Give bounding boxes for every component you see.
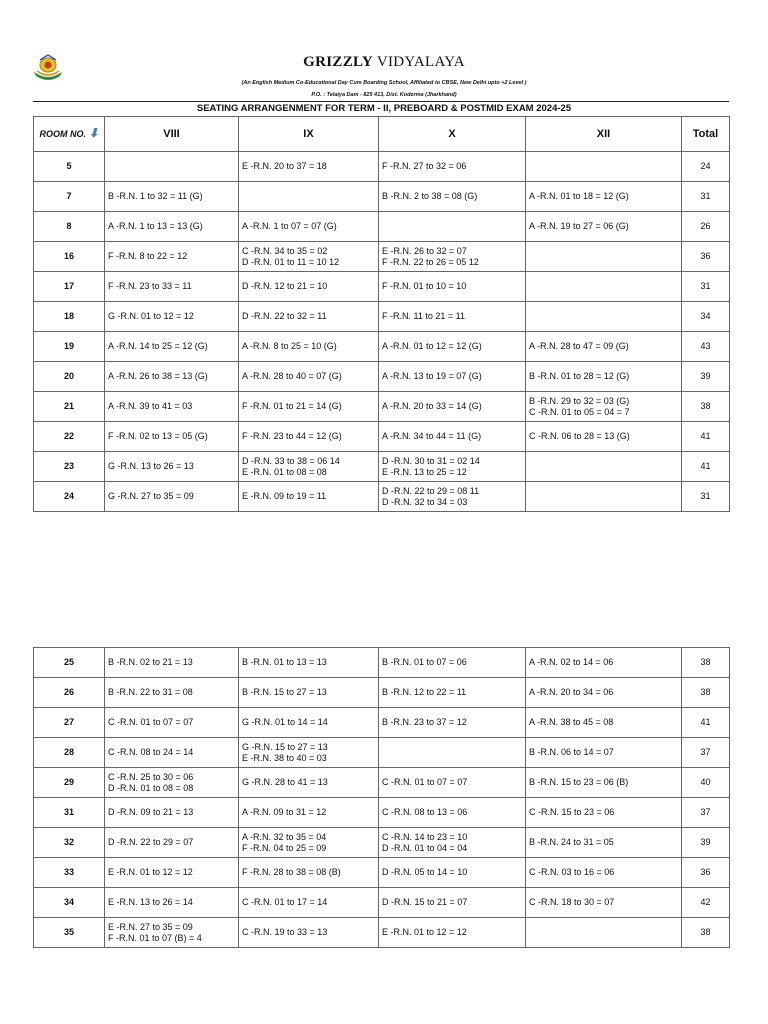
table-row (34, 182, 730, 212)
roll-range: F -R.N. 22 to 26 = 05 12 (382, 256, 479, 267)
cell-class-x (379, 272, 526, 302)
cell-class-viii (105, 738, 239, 768)
cell-class-x (379, 242, 526, 272)
cell-class-xii (526, 362, 682, 392)
roll-range: F -R.N. 02 to 13 = 05 (G) (108, 431, 208, 441)
cell-class-x (379, 182, 526, 212)
header-class-xii: XII (526, 117, 682, 152)
roll-range: A -R.N. 34 to 44 = 11 (G) (382, 431, 482, 441)
room-total: 38 (682, 648, 730, 678)
roll-range: C -R.N. 15 to 23 = 06 (529, 807, 615, 817)
room-number: 32 (34, 828, 105, 858)
room-total: 24 (682, 152, 730, 182)
table-row (34, 392, 730, 422)
roll-range: E -R.N. 09 to 19 = 11 (242, 491, 327, 501)
roll-range: C -R.N. 01 to 17 = 14 (242, 897, 328, 907)
roll-range: D -R.N. 33 to 38 = 06 14 (242, 455, 340, 466)
room-number: 16 (34, 242, 105, 272)
roll-range: A -R.N. 28 to 40 = 07 (G) (242, 371, 342, 381)
roll-range: A -R.N. 1 to 13 = 13 (G) (108, 221, 203, 231)
room-number: 35 (34, 918, 105, 948)
roll-range: A -R.N. 8 to 25 = 10 (G) (242, 341, 337, 351)
cell-class-ix (239, 302, 379, 332)
roll-range: G -R.N. 01 to 14 = 14 (242, 717, 328, 727)
cell-class-x (379, 768, 526, 798)
room-total: 37 (682, 738, 730, 768)
cell-class-xii (526, 392, 682, 422)
roll-range: A -R.N. 01 to 18 = 12 (G) (529, 191, 629, 201)
school-name-rest: VIDYALAYA (376, 54, 465, 70)
cell-class-xii (526, 918, 682, 948)
cell-class-ix (239, 888, 379, 918)
cell-class-xii (526, 708, 682, 738)
room-number: 21 (34, 392, 105, 422)
cell-class-viii (105, 212, 239, 242)
roll-range: B -R.N. 12 to 22 = 11 (382, 687, 467, 697)
table-row (34, 738, 730, 768)
roll-range: A -R.N. 1 to 07 = 07 (G) (242, 221, 337, 231)
room-total: 41 (682, 708, 730, 738)
seating-table-2 (33, 647, 730, 948)
table-row (34, 768, 730, 798)
cell-class-xii (526, 152, 682, 182)
cell-class-x (379, 888, 526, 918)
cell-class-ix (239, 828, 379, 858)
cell-class-viii (105, 422, 239, 452)
cell-class-viii (105, 708, 239, 738)
cell-class-viii (105, 392, 239, 422)
cell-class-viii (105, 302, 239, 332)
roll-range: B -R.N. 01 to 13 = 13 (242, 657, 327, 667)
cell-class-viii (105, 332, 239, 362)
roll-range: A -R.N. 01 to 12 = 12 (G) (382, 341, 482, 351)
header-room-no: ROOM NO. ⬇ (34, 117, 105, 152)
table-row (34, 708, 730, 738)
cell-class-ix (239, 798, 379, 828)
cell-class-viii (105, 362, 239, 392)
roll-range: A -R.N. 20 to 34 = 06 (529, 687, 614, 697)
roll-range: E -R.N. 13 to 26 = 14 (108, 897, 193, 907)
cell-class-x (379, 918, 526, 948)
roll-range: G -R.N. 01 to 12 = 12 (108, 311, 194, 321)
cell-class-xii (526, 648, 682, 678)
room-number: 17 (34, 272, 105, 302)
roll-range: D -R.N. 22 to 29 = 08 11 (382, 485, 480, 496)
cell-class-viii (105, 768, 239, 798)
room-number: 19 (34, 332, 105, 362)
table-row (34, 482, 730, 512)
cell-class-ix (239, 272, 379, 302)
header-class-x: X (379, 117, 526, 152)
cell-class-ix (239, 768, 379, 798)
room-total: 36 (682, 242, 730, 272)
header-divider (33, 101, 729, 102)
roll-range: C -R.N. 34 to 35 = 02 (242, 245, 328, 256)
room-total: 38 (682, 392, 730, 422)
table-2-body (34, 648, 730, 948)
arrow-down-icon: ⬇ (88, 126, 99, 140)
table-row (34, 918, 730, 948)
table-row (34, 858, 730, 888)
roll-range: A -R.N. 28 to 47 = 09 (G) (529, 341, 629, 351)
room-number: 5 (34, 152, 105, 182)
roll-range: A -R.N. 39 to 41 = 03 (108, 401, 193, 411)
roll-range: C -R.N. 08 to 24 = 14 (108, 747, 194, 757)
header-total: Total (682, 117, 730, 152)
cell-class-viii (105, 452, 239, 482)
cell-class-x (379, 212, 526, 242)
roll-range: A -R.N. 14 to 25 = 12 (G) (108, 341, 208, 351)
cell-class-ix (239, 212, 379, 242)
roll-range: A -R.N. 13 to 19 = 07 (G) (382, 371, 482, 381)
exam-title: SEATING ARRANGENMENT FOR TERM - II, PREBOARD & POSTMID EXAM 2024-25 (196, 103, 572, 114)
room-total: 31 (682, 272, 730, 302)
table-row (34, 302, 730, 332)
table-row (34, 678, 730, 708)
roll-range: A -R.N. 02 to 14 = 06 (529, 657, 614, 667)
room-total: 31 (682, 482, 730, 512)
room-number: 28 (34, 738, 105, 768)
cell-class-xii (526, 858, 682, 888)
roll-range: F -R.N. 23 to 33 = 11 (108, 281, 192, 291)
school-address: P.O. : Telaiya Dam - 825 413, Dist. Koderma (Jharkhand) (311, 92, 457, 98)
roll-range: A -R.N. 19 to 27 = 06 (G) (529, 221, 629, 231)
roll-range: C -R.N. 25 to 30 = 06 (108, 771, 194, 782)
room-total: 39 (682, 362, 730, 392)
cell-class-xii (526, 182, 682, 212)
cell-class-ix (239, 738, 379, 768)
roll-range: G -R.N. 15 to 27 = 13 (242, 741, 328, 752)
room-number: 31 (34, 798, 105, 828)
cell-class-x (379, 828, 526, 858)
school-name (0, 54, 768, 71)
cell-class-viii (105, 858, 239, 888)
cell-class-x (379, 422, 526, 452)
cell-class-ix (239, 152, 379, 182)
table-row (34, 828, 730, 858)
room-number: 29 (34, 768, 105, 798)
roll-range: A -R.N. 38 to 45 = 08 (529, 717, 614, 727)
roll-range: F -R.N. 01 to 10 = 10 (382, 281, 467, 291)
cell-class-ix (239, 452, 379, 482)
room-total: 42 (682, 888, 730, 918)
table-row (34, 648, 730, 678)
table-row (34, 798, 730, 828)
cell-class-xii (526, 828, 682, 858)
cell-class-xii (526, 888, 682, 918)
roll-range: B -R.N. 01 to 07 = 06 (382, 657, 467, 667)
seating-table-1 (33, 116, 730, 512)
header-class-ix: IX (239, 117, 379, 152)
room-number: 26 (34, 678, 105, 708)
roll-range: D -R.N. 09 to 21 = 13 (108, 807, 194, 817)
cell-class-xii (526, 452, 682, 482)
roll-range: F -R.N. 8 to 22 = 12 (108, 251, 188, 261)
roll-range: D -R.N. 01 to 04 = 04 (382, 842, 468, 853)
roll-range: C -R.N. 19 to 33 = 13 (242, 927, 328, 937)
cell-class-x (379, 738, 526, 768)
cell-class-viii (105, 272, 239, 302)
room-total: 40 (682, 768, 730, 798)
roll-range: B -R.N. 06 to 14 = 07 (529, 747, 614, 757)
room-number: 7 (34, 182, 105, 212)
roll-range: F -R.N. 01 to 07 (B) = 4 (108, 932, 202, 943)
cell-class-x (379, 302, 526, 332)
cell-class-viii (105, 152, 239, 182)
cell-class-viii (105, 648, 239, 678)
roll-range: C -R.N. 06 to 28 = 13 (G) (529, 431, 630, 441)
cell-class-x (379, 648, 526, 678)
cell-class-xii (526, 212, 682, 242)
table-row (34, 452, 730, 482)
roll-range: B -R.N. 22 to 31 = 08 (108, 687, 193, 697)
roll-range: F -R.N. 01 to 21 = 14 (G) (242, 401, 342, 411)
table-row (34, 242, 730, 272)
cell-class-xii (526, 272, 682, 302)
roll-range: C -R.N. 01 to 07 = 07 (108, 717, 194, 727)
cell-class-ix (239, 392, 379, 422)
table-row (34, 212, 730, 242)
roll-range: G -R.N. 13 to 26 = 13 (108, 461, 194, 471)
cell-class-ix (239, 918, 379, 948)
cell-class-x (379, 362, 526, 392)
cell-class-x (379, 482, 526, 512)
table-header-row (34, 117, 730, 152)
roll-range: C -R.N. 01 to 05 = 04 = 7 (529, 406, 630, 417)
room-total: 38 (682, 678, 730, 708)
cell-class-x (379, 678, 526, 708)
cell-class-viii (105, 678, 239, 708)
room-number: 20 (34, 362, 105, 392)
table-row (34, 362, 730, 392)
roll-range: B -R.N. 15 to 23 = 06 (B) (529, 777, 629, 787)
room-total: 43 (682, 332, 730, 362)
roll-range: C -R.N. 03 to 16 = 06 (529, 867, 615, 877)
roll-range: B -R.N. 15 to 27 = 13 (242, 687, 327, 697)
roll-range: B -R.N. 24 to 31 = 05 (529, 837, 614, 847)
roll-range: F -R.N. 28 to 38 = 08 (B) (242, 867, 341, 877)
roll-range: E -R.N. 01 to 12 = 12 (382, 927, 467, 937)
room-number: 27 (34, 708, 105, 738)
roll-range: E -R.N. 38 to 40 = 03 (242, 752, 327, 763)
roll-range: E -R.N. 20 to 37 = 18 (242, 161, 327, 171)
cell-class-x (379, 152, 526, 182)
cell-class-viii (105, 242, 239, 272)
roll-range: B -R.N. 29 to 32 = 03 (G) (529, 395, 630, 406)
header-class-viii: VIII (105, 117, 239, 152)
cell-class-xii (526, 768, 682, 798)
roll-range: C -R.N. 01 to 07 = 07 (382, 777, 468, 787)
cell-class-viii (105, 828, 239, 858)
cell-class-ix (239, 482, 379, 512)
table-row (34, 152, 730, 182)
roll-range: D -R.N. 01 to 11 = 10 12 (242, 256, 340, 267)
cell-class-xii (526, 242, 682, 272)
room-total: 38 (682, 918, 730, 948)
room-number: 34 (34, 888, 105, 918)
roll-range: A -R.N. 26 to 38 = 13 (G) (108, 371, 208, 381)
room-total: 39 (682, 828, 730, 858)
roll-range: G -R.N. 27 to 35 = 09 (108, 491, 194, 501)
room-total: 34 (682, 302, 730, 332)
room-number: 25 (34, 648, 105, 678)
roll-range: B -R.N. 01 to 28 = 12 (G) (529, 371, 630, 381)
cell-class-ix (239, 678, 379, 708)
cell-class-xii (526, 332, 682, 362)
roll-range: B -R.N. 1 to 32 = 11 (G) (108, 191, 203, 201)
cell-class-viii (105, 182, 239, 212)
cell-class-ix (239, 332, 379, 362)
cell-class-ix (239, 422, 379, 452)
room-number: 33 (34, 858, 105, 888)
roll-range: A -R.N. 20 to 33 = 14 (G) (382, 401, 482, 411)
roll-range: D -R.N. 01 to 08 = 08 (108, 782, 194, 793)
room-number: 8 (34, 212, 105, 242)
cell-class-xii (526, 678, 682, 708)
cell-class-viii (105, 482, 239, 512)
cell-class-x (379, 798, 526, 828)
cell-class-xii (526, 482, 682, 512)
table-row (34, 332, 730, 362)
room-number: 24 (34, 482, 105, 512)
roll-range: E -R.N. 01 to 12 = 12 (108, 867, 193, 877)
table-row (34, 272, 730, 302)
roll-range: F -R.N. 04 to 25 = 09 (242, 842, 327, 853)
room-number: 23 (34, 452, 105, 482)
cell-class-xii (526, 738, 682, 768)
roll-range: A -R.N. 09 to 31 = 12 (242, 807, 327, 817)
school-tagline: (An English Medium Co-Educational Day Cum Boarding School, Affiliated to CBSE, New Delhi upto +2 Level ) (241, 80, 527, 86)
roll-range: E -R.N. 26 to 32 = 07 (382, 245, 467, 256)
roll-range: B -R.N. 2 to 38 = 08 (G) (382, 191, 478, 201)
cell-class-viii (105, 798, 239, 828)
cell-class-ix (239, 362, 379, 392)
roll-range: E -R.N. 27 to 35 = 09 (108, 921, 193, 932)
roll-range: D -R.N. 12 to 21 = 10 (242, 281, 328, 291)
roll-range: F -R.N. 11 to 21 = 11 (382, 311, 465, 321)
cell-class-x (379, 332, 526, 362)
cell-class-x (379, 708, 526, 738)
cell-class-x (379, 858, 526, 888)
roll-range: A -R.N. 32 to 35 = 04 (242, 831, 327, 842)
table-row (34, 888, 730, 918)
roll-range: C -R.N. 08 to 13 = 06 (382, 807, 468, 817)
cell-class-x (379, 452, 526, 482)
room-total: 31 (682, 182, 730, 212)
room-number: 22 (34, 422, 105, 452)
roll-range: B -R.N. 02 to 21 = 13 (108, 657, 193, 667)
cell-class-xii (526, 422, 682, 452)
roll-range: C -R.N. 18 to 30 = 07 (529, 897, 615, 907)
roll-range: E -R.N. 13 to 25 = 12 (382, 466, 467, 477)
room-total: 36 (682, 858, 730, 888)
roll-range: D -R.N. 15 to 21 = 07 (382, 897, 468, 907)
roll-range: E -R.N. 01 to 08 = 08 (242, 466, 327, 477)
roll-range: D -R.N. 30 to 31 = 02 14 (382, 455, 480, 466)
cell-class-viii (105, 918, 239, 948)
roll-range: D -R.N. 22 to 32 = 11 (242, 311, 327, 321)
cell-class-ix (239, 182, 379, 212)
roll-range: F -R.N. 23 to 44 = 12 (G) (242, 431, 342, 441)
roll-range: G -R.N. 28 to 41 = 13 (242, 777, 328, 787)
table-row (34, 422, 730, 452)
room-total: 26 (682, 212, 730, 242)
roll-range: C -R.N. 14 to 23 = 10 (382, 831, 468, 842)
cell-class-ix (239, 648, 379, 678)
cell-class-ix (239, 708, 379, 738)
table-1-body (34, 152, 730, 512)
room-total: 41 (682, 452, 730, 482)
roll-range: D -R.N. 32 to 34 = 03 (382, 496, 468, 507)
room-number: 18 (34, 302, 105, 332)
cell-class-ix (239, 242, 379, 272)
school-name-bold: GRIZZLY (303, 54, 374, 70)
roll-range: D -R.N. 22 to 29 = 07 (108, 837, 194, 847)
cell-class-viii (105, 888, 239, 918)
cell-class-xii (526, 798, 682, 828)
roll-range: B -R.N. 23 to 37 = 12 (382, 717, 467, 727)
roll-range: F -R.N. 27 to 32 = 06 (382, 161, 467, 171)
roll-range: D -R.N. 05 to 14 = 10 (382, 867, 468, 877)
room-total: 41 (682, 422, 730, 452)
cell-class-ix (239, 858, 379, 888)
cell-class-xii (526, 302, 682, 332)
cell-class-x (379, 392, 526, 422)
room-total: 37 (682, 798, 730, 828)
